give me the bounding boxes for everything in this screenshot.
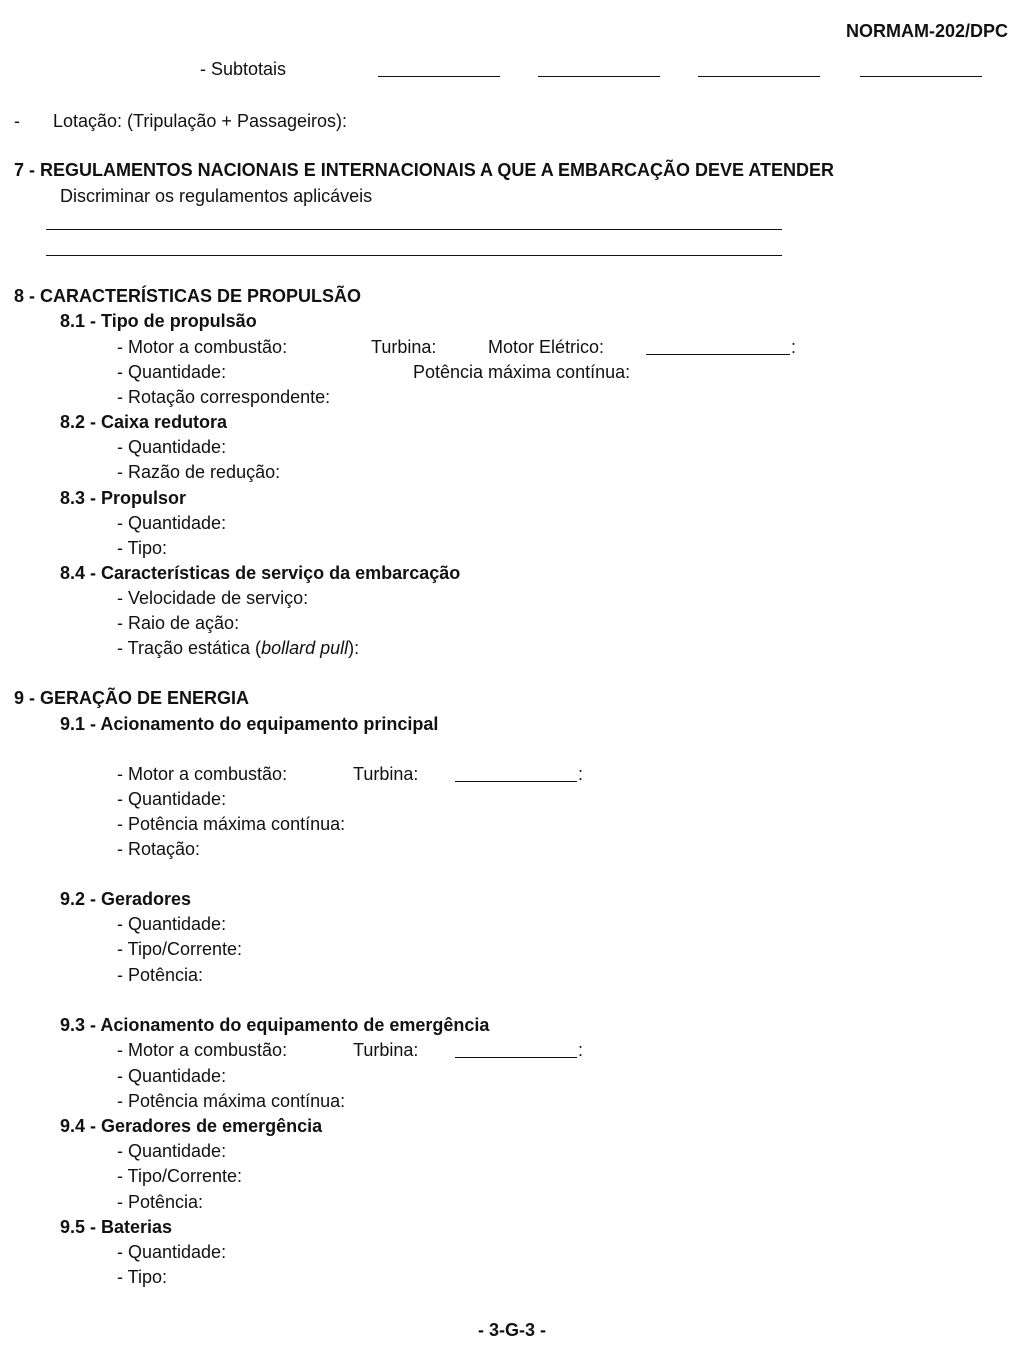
emergency-turbine-colon: : [578, 1040, 584, 1060]
gearbox-quantity-label: - Quantidade: [117, 437, 227, 457]
main-max-power-label: - Potência máxima contínua: [117, 814, 346, 834]
emergency-generators-type-label: - Tipo/Corrente: [117, 1166, 243, 1186]
main-motor-label: - Motor a combustão: [117, 764, 288, 784]
section-8-title: 8 - CARACTERÍSTICAS DE PROPULSÃO [14, 286, 362, 306]
section-9-1-title: 9.1 - Acionamento do equipamento principal [60, 714, 439, 734]
regulations-line-1[interactable] [46, 229, 782, 230]
electric-motor-blank[interactable] [646, 354, 790, 355]
section-9-5-title: 9.5 - Baterias [60, 1217, 173, 1237]
propulsion-motor-label: - Motor a combustão: [117, 337, 288, 357]
regulations-line-2[interactable] [46, 255, 782, 256]
batteries-type-label: - Tipo: [117, 1267, 168, 1287]
section-9-4-title: 9.4 - Geradores de emergência [60, 1116, 323, 1136]
subtotals-label: - Subtotais [200, 59, 287, 79]
propulsion-rotation-label: - Rotação correspondente: [117, 387, 331, 407]
lotacao-dash: - [14, 111, 20, 131]
emergency-turbine-blank[interactable] [455, 1057, 577, 1058]
section-9-3-title: 9.3 - Acionamento do equipamento de emergência [60, 1015, 490, 1035]
lotacao-label: Lotação: (Tripulação + Passageiros): [53, 111, 347, 131]
section-8-3-title: 8.3 - Propulsor [60, 488, 187, 508]
document-code: NORMAM-202/DPC [845, 21, 1008, 41]
section-9-2-title: 9.2 - Geradores [60, 889, 192, 909]
emergency-max-power-label: - Potência máxima contínua: [117, 1091, 346, 1111]
emergency-quantity-label: - Quantidade: [117, 1066, 227, 1086]
section-9-title: 9 - GERAÇÃO DE ENERGIA [14, 688, 250, 708]
generators-type-label: - Tipo/Corrente: [117, 939, 243, 959]
propulsion-turbine-label: Turbina: [371, 337, 437, 357]
batteries-quantity-label: - Quantidade: [117, 1242, 227, 1262]
propulsion-quantity-label: - Quantidade: [117, 362, 227, 382]
bollard-pull-prefix: - Tração estática ( [117, 638, 262, 658]
emergency-motor-label: - Motor a combustão: [117, 1040, 288, 1060]
generators-quantity-label: - Quantidade: [117, 914, 227, 934]
action-radius-label: - Raio de ação: [117, 613, 240, 633]
service-speed-label: - Velocidade de serviço: [117, 588, 309, 608]
subtotal-blank-3[interactable] [698, 76, 820, 77]
propeller-type-label: - Tipo: [117, 538, 168, 558]
main-quantity-label: - Quantidade: [117, 789, 227, 809]
main-rotation-label: - Rotação: [117, 839, 201, 859]
bollard-pull-label [117, 639, 359, 657]
emergency-generators-quantity-label: - Quantidade: [117, 1141, 227, 1161]
section-7-instruction: Discriminar os regulamentos aplicáveis [60, 186, 373, 206]
main-turbine-label: Turbina: [353, 764, 419, 784]
bollard-pull-italic: bollard pull [261, 638, 349, 658]
section-7-title: 7 - REGULAMENTOS NACIONAIS E INTERNACIONAIS A QUE A EMBARCAÇÃO DEVE ATENDER [14, 160, 835, 180]
propulsion-max-power-label: Potência máxima contínua: [413, 362, 631, 382]
propulsion-electric-motor-label: Motor Elétrico: [488, 337, 605, 357]
section-8-1-title: 8.1 - Tipo de propulsão [60, 311, 257, 331]
emergency-generators-power-label: - Potência: [117, 1192, 204, 1212]
emergency-turbine-label: Turbina: [353, 1040, 419, 1060]
section-8-2-title: 8.2 - Caixa redutora [60, 412, 228, 432]
electric-motor-colon: : [791, 337, 797, 357]
propeller-quantity-label: - Quantidade: [117, 513, 227, 533]
subtotal-blank-1[interactable] [378, 76, 500, 77]
main-turbine-blank[interactable] [455, 781, 577, 782]
subtotal-blank-2[interactable] [538, 76, 660, 77]
page-number: - 3-G-3 - [477, 1320, 546, 1340]
section-8-4-title: 8.4 - Características de serviço da embarcação [60, 563, 461, 583]
subtotal-blank-4[interactable] [860, 76, 982, 77]
generators-power-label: - Potência: [117, 965, 204, 985]
main-turbine-colon: : [578, 764, 584, 784]
gearbox-ratio-label: - Razão de redução: [117, 462, 281, 482]
bollard-pull-suffix: ): [348, 638, 360, 658]
